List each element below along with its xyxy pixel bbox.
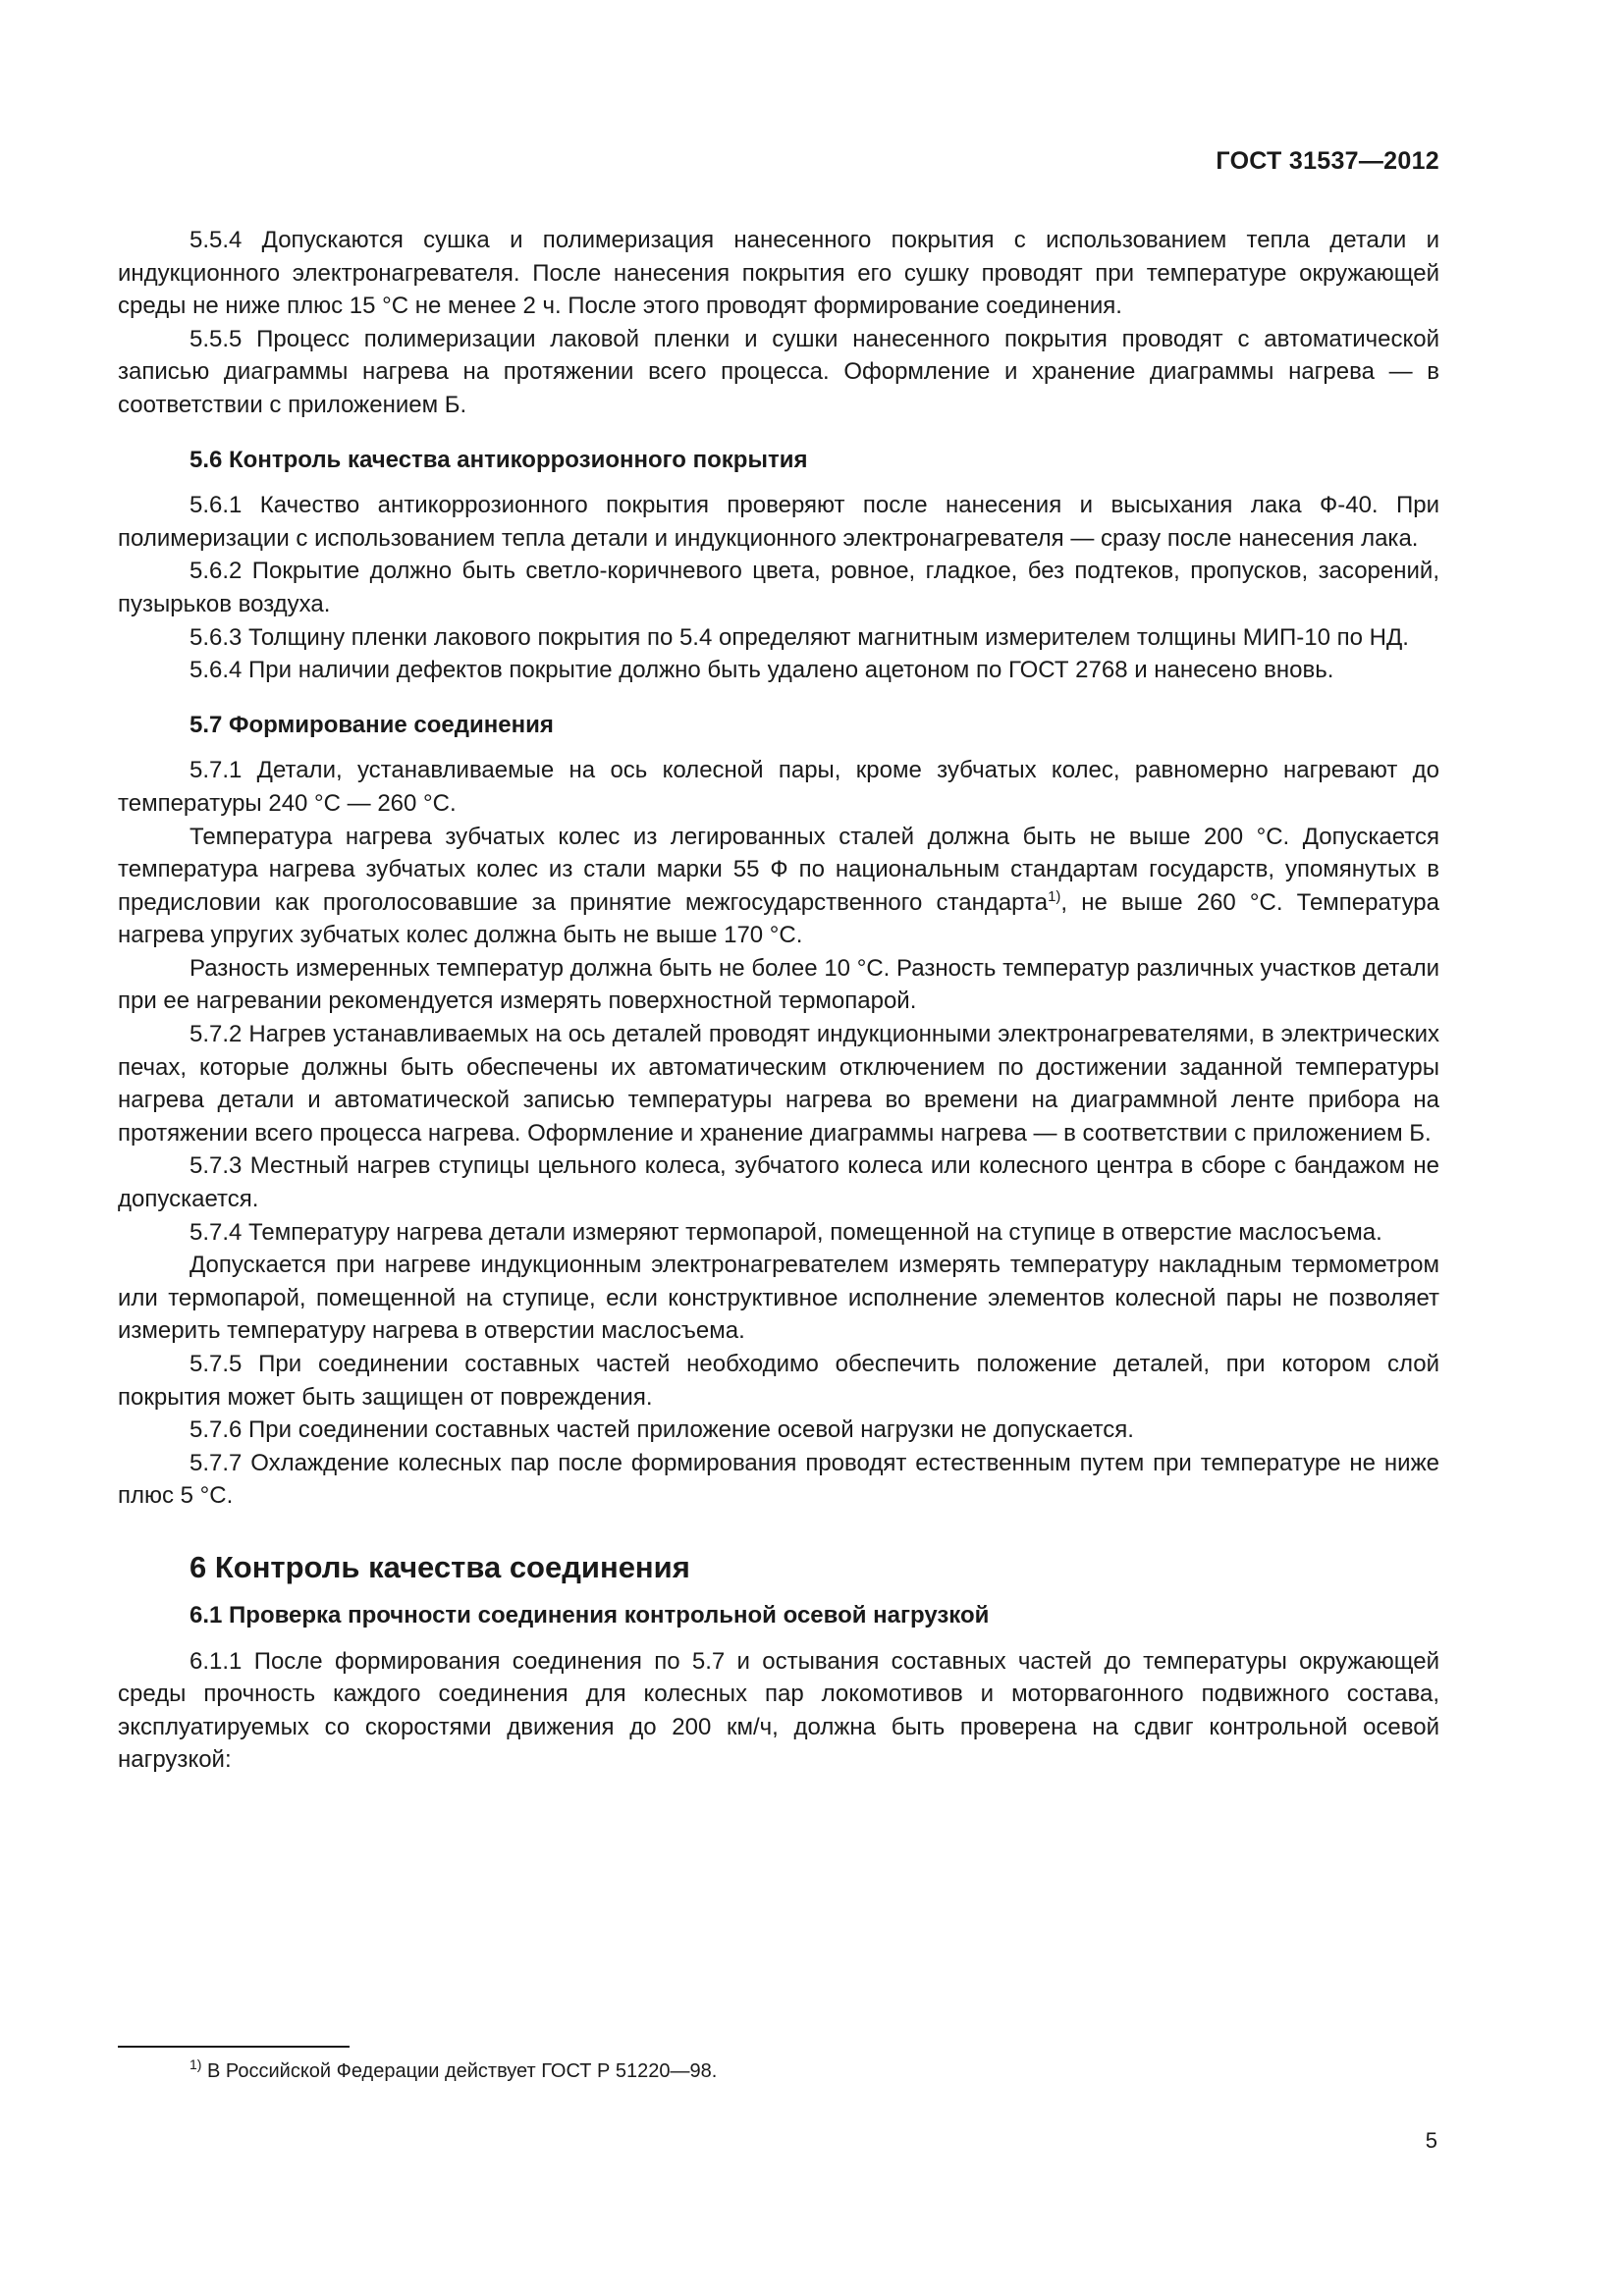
paragraph-5-6-1: 5.6.1 Качество антикоррозионного покрытия проверяют после нанесения и высыхания лака Ф-40. При полимеризации с использованием тепла детали и индукционного электронагревателя — сразу после нанесения лака. [118,492,1439,552]
paragraph-5-5-5: 5.5.5 Процесс полимеризации лаковой пленки и сушки нанесенного покрытия проводят с автоматической записью диаграммы нагрева на протяжении всего процесса. Оформление и хранение диаграммы нагрева — в соответствии с приложением Б. [118,325,1439,418]
footnote-divider [118,2046,350,2048]
paragraph-5-6-4: 5.6.4 При наличии дефектов покрытие должно быть удалено ацетоном по ГОСТ 2768 и нанесено вновь. [189,657,1334,684]
footnote-reference[interactable]: 1) [1048,887,1061,905]
paragraph-5-7-1: 5.7.1 Детали, устанавливаемые на ось колесной пары, кроме зубчатых колес, равномерно нагревают до температуры 240 °С — 260 °С. [118,757,1439,817]
footnote-text: В Российской Федерации действует ГОСТ Р 51220—98. [201,2060,718,2082]
footnote-marker: 1) [189,2056,202,2072]
paragraph-5-7-3: 5.7.3 Местный нагрев ступицы цельного колеса, зубчатого колеса или колесного центра в сборе с бандажом не допускается. [118,1152,1439,1213]
chapter-heading-6: 6 Контроль качества соединения [189,1549,690,1584]
paragraph-5-7-4-induction-heating: Допускается при нагреве индукционным электронагревателем измерять температуру накладным термометром или термопарой, помещенной на ступице, если конструктивное исполнение элементов колесной пары не позволяет измерить температуру нагрева в отверстии маслосъема. [118,1252,1439,1345]
paragraph-5-7-1-text-before-footnote: Температура нагрева зубчатых колес из легированных сталей должна быть не выше 200 °С. Допускается температура нагрева зубчатых колес из стали марки 55 Ф по национальным стандартам государств, упомянутых в предисловии как проголосовавшие за принятие межгосударственного стандарта [118,823,1439,916]
document-code-header: ГОСТ 31537—2012 [1216,147,1439,175]
paragraph-6-1-1: 6.1.1 После формирования соединения по 5.7 и остывания составных частей до температуры окружающей среды прочность каждого соединения для колесных пар локомотивов и моторвагонного подвижного состава, эксплуатируемых со скоростями движения до 200 км/ч, должна быть проверена на сдвиг контрольной осевой нагрузкой: [118,1647,1439,1774]
paragraph-5-7-1-text-after-footnote: , не выше 260 °С. Температура нагрева упругих зубчатых колес должна быть не выше 170 °С. [118,888,1439,949]
footnote [189,2057,717,2085]
paragraph-5-7-7: 5.7.7 Охлаждение колесных пар после формирования проводят естественным путем при температуре не ниже плюс 5 °С. [118,1449,1439,1510]
paragraph-5-7-5: 5.7.5 При соединении составных частей необходимо обеспечить положение деталей, при котором слой покрытия может быть защищен от повреждения. [118,1351,1439,1411]
document-body [118,224,1439,1777]
section-heading-5-7: 5.7 Формирование соединения [189,711,554,738]
paragraph-5-5-4: 5.5.4 Допускаются сушка и полимеризация нанесенного покрытия с использованием тепла детали и индукционного электронагревателя. После нанесения покрытия его сушку проводят при температуре окружающей среды не ниже плюс 15 °С не менее 2 ч. После этого проводят формирование соединения. [118,227,1439,320]
paragraph-5-6-2: 5.6.2 Покрытие должно быть светло-коричневого цвета, ровное, гладкое, без подтеков, пропусков, засорений, пузырьков воздуха. [118,558,1439,617]
paragraph-5-7-6: 5.7.6 При соединении составных частей приложение осевой нагрузки не допускается. [189,1416,1134,1444]
section-heading-6-1: 6.1 Проверка прочности соединения контрольной осевой нагрузкой [189,1601,990,1629]
paragraph-5-6-3: 5.6.3 Толщину пленки лакового покрытия по 5.4 определяют магнитным измерителем толщины МИП-10 по НД. [189,623,1409,651]
page-number: 5 [1425,2128,1437,2153]
paragraph-5-7-1-temperature-difference: Разность измеренных температур должна быть не более 10 °С. Разность температур различных участков детали при ее нагревании рекомендуется измерять поверхностной термопарой. [118,954,1439,1015]
paragraph-5-7-4: 5.7.4 Температуру нагрева детали измеряют термопарой, помещенной на ступице в отверстие маслосъема. [189,1218,1382,1246]
paragraph-5-7-1-temperature-limits [118,821,1439,952]
section-heading-5-6: 5.6 Контроль качества антикоррозионного покрытия [189,446,808,473]
paragraph-5-7-2: 5.7.2 Нагрев устанавливаемых на ось деталей проводят индукционными электронагревателями, в электрических печах, которые должны быть обеспечены их автоматическим отключением по достижении заданной температуры нагрева детали и автоматической записью температуры нагрева во времени на диаграммной ленте прибора на протяжении всего процесса нагрева. Оформление и хранение диаграммы нагрева — в соответствии с приложением Б. [118,1021,1439,1147]
